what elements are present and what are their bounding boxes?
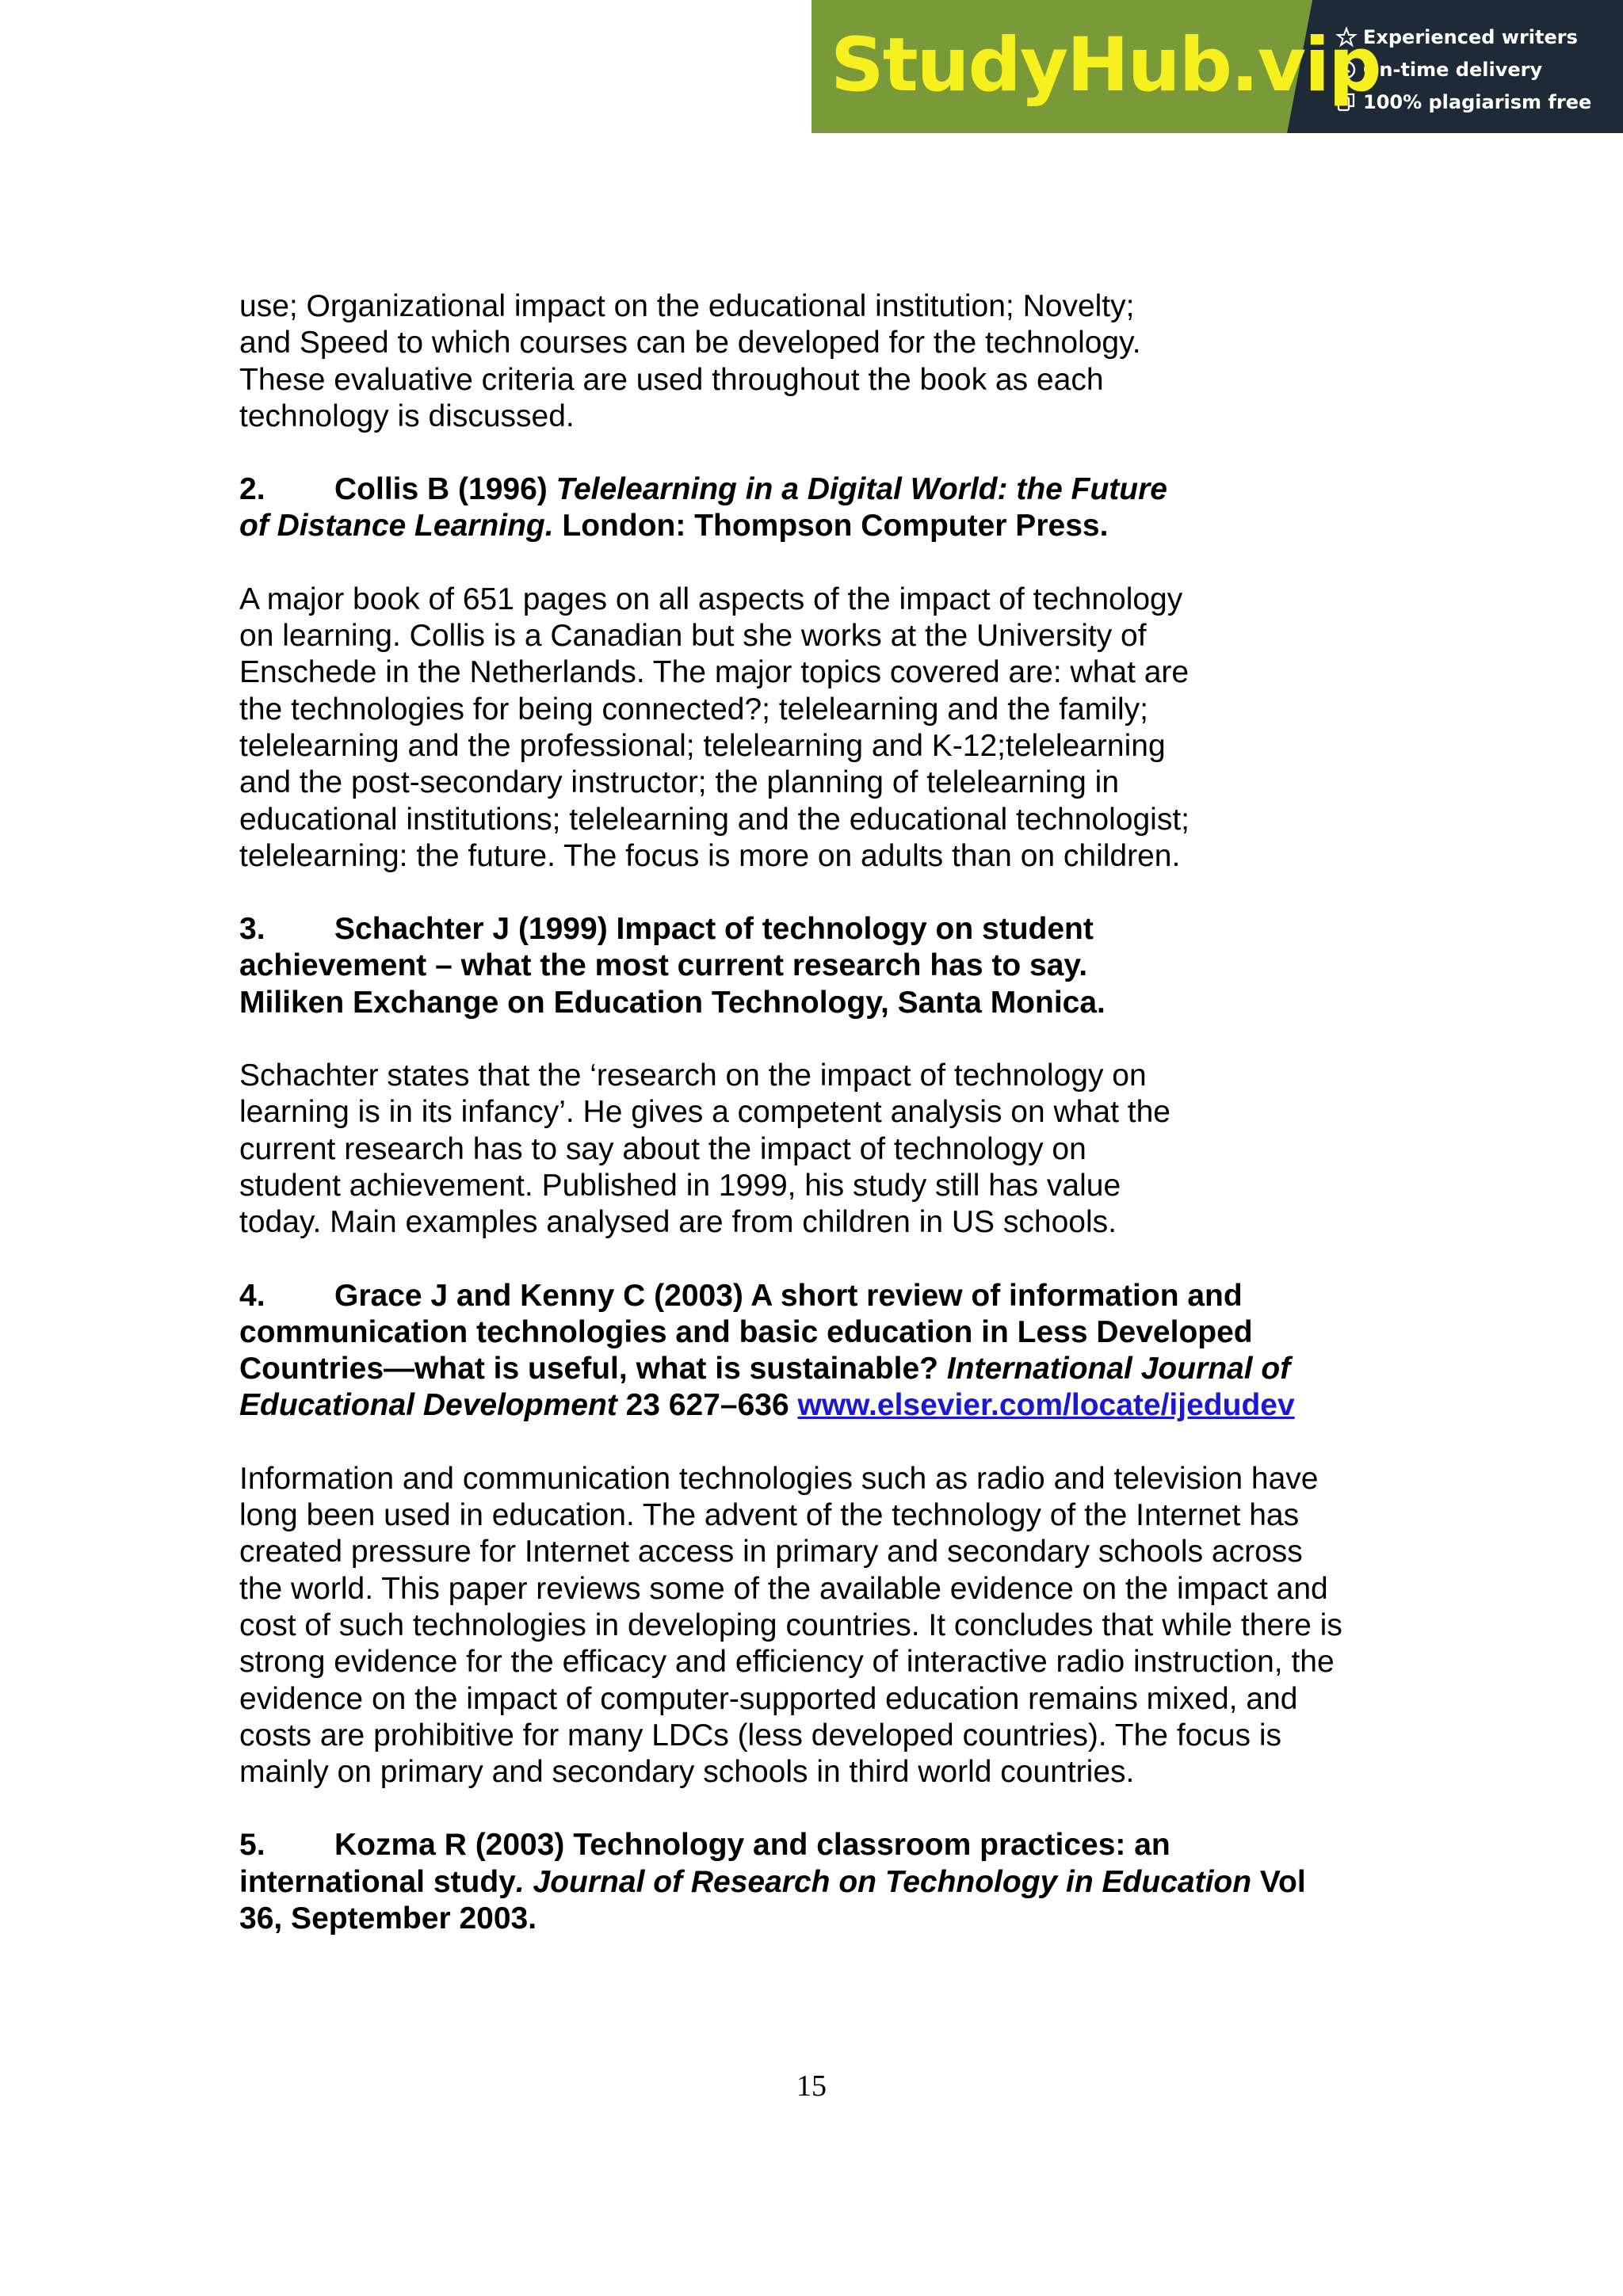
reference-4-summary bbox=[239, 1461, 1404, 1791]
logo-text: StudyHub.vip bbox=[831, 22, 1381, 109]
text-line: costs are prohibitive for many LDCs (less developed countries). The focus is bbox=[239, 1718, 1282, 1753]
reference-title: Grace J and Kenny C (2003) A short review of information and bbox=[334, 1278, 1243, 1313]
text-line: telelearning: the future. The focus is more on adults than on children. bbox=[239, 838, 1181, 873]
text-line: long been used in education. The advent of the technology of the Internet has bbox=[239, 1498, 1300, 1533]
reference-number: 3. bbox=[239, 912, 265, 947]
text-line: learning is in its infancy’. He gives a competent analysis on what the bbox=[239, 1095, 1170, 1130]
text-line: telelearning and the professional; telelearning and K-12;telelearning bbox=[239, 728, 1166, 763]
text-line: and Speed to which courses can be developed for the technology. bbox=[239, 326, 1141, 360]
reference-2-heading bbox=[239, 471, 1404, 545]
reference-journal: International Journal of bbox=[946, 1352, 1291, 1386]
reference-number: 5. bbox=[239, 1828, 265, 1863]
studyhub-banner[interactable] bbox=[812, 0, 1623, 133]
reference-journal: . Journal of Research on Technology in Education bbox=[515, 1864, 1252, 1899]
text-line: the technologies for being connected?; telelearning and the family; bbox=[239, 692, 1148, 727]
reference-title: Kozma R (2003) Technology and classroom practices: an bbox=[334, 1828, 1170, 1863]
reference-3-summary bbox=[239, 1058, 1404, 1241]
text-line: Enschede in the Netherlands. The major topics covered are: what are bbox=[239, 655, 1190, 690]
reference-volume: Vol bbox=[1251, 1864, 1306, 1899]
reference-number: 4. bbox=[239, 1278, 265, 1313]
text-line: the world. This paper reviews some of the available evidence on the impact and bbox=[239, 1571, 1328, 1606]
reference-title: Telelearning in a Digital World: the Future bbox=[556, 472, 1167, 507]
feature-label: Experienced writers bbox=[1363, 25, 1578, 48]
text-line: on learning. Collis is a Canadian but she works at the University of bbox=[239, 619, 1147, 654]
document-page bbox=[239, 288, 1404, 1937]
feature-label: 100% plagiarism free bbox=[1363, 90, 1592, 113]
text-line: created pressure for Internet access in primary and secondary schools across bbox=[239, 1535, 1303, 1569]
studyhub-logo[interactable] bbox=[812, 0, 1381, 133]
reference-title: Schachter J (1999) Impact of technology on student bbox=[334, 912, 1094, 947]
text-line: educational institutions; telelearning and the educational technologist; bbox=[239, 802, 1190, 837]
reference-3-heading bbox=[239, 911, 1404, 1021]
text-line: Information and communication technologies such as radio and television have bbox=[239, 1461, 1319, 1496]
reference-pages: 23 627–636 bbox=[617, 1388, 798, 1423]
reference-title-cont: achievement – what the most current research has to say. bbox=[239, 948, 1088, 983]
text-line: Schachter states that the ‘research on the impact of technology on bbox=[239, 1058, 1147, 1093]
reference-journal-cont: Educational Development bbox=[239, 1388, 617, 1423]
reference-publisher: London: Thompson Computer Press. bbox=[553, 509, 1109, 543]
text-line: and the post-secondary instructor; the planning of telelearning in bbox=[239, 765, 1120, 800]
reference-title-end: Countries—what is useful, what is sustainable? bbox=[239, 1352, 947, 1386]
reference-5-heading bbox=[239, 1827, 1404, 1937]
reference-date: 36, September 2003. bbox=[239, 1901, 537, 1936]
reference-number: 2. bbox=[239, 472, 265, 507]
reference-title-cont: international study bbox=[239, 1864, 516, 1899]
text-line: technology is discussed. bbox=[239, 399, 575, 433]
reference-title-cont: communication technologies and basic education in Less Developed bbox=[239, 1314, 1253, 1349]
text-line: cost of such technologies in developing countries. It concludes that while there is bbox=[239, 1608, 1342, 1642]
reference-title-cont: of Distance Learning. bbox=[239, 509, 554, 543]
text-line: today. Main examples analysed are from children in US schools. bbox=[239, 1205, 1117, 1240]
feature-label: On-time delivery bbox=[1363, 58, 1543, 81]
text-line: mainly on primary and secondary schools in third world countries. bbox=[239, 1755, 1135, 1790]
reference-2-summary bbox=[239, 582, 1404, 875]
reference-link[interactable]: www.elsevier.com/locate/ijedudev bbox=[797, 1388, 1295, 1423]
text-line: A major book of 651 pages on all aspects of the impact of technology bbox=[239, 582, 1183, 616]
reference-publisher: Miliken Exchange on Education Technology, Santa Monica. bbox=[239, 985, 1106, 1020]
text-line: student achievement. Published in 1999, his study still has value bbox=[239, 1168, 1121, 1203]
text-line: evidence on the impact of computer-supported education remains mixed, and bbox=[239, 1681, 1298, 1716]
reference-4-heading bbox=[239, 1278, 1404, 1425]
intro-paragraph bbox=[239, 288, 1404, 435]
text-line: use; Organizational impact on the educational institution; Novelty; bbox=[239, 289, 1135, 323]
reference-authors: Collis B (1996) bbox=[334, 472, 556, 507]
text-line: current research has to say about the impact of technology on bbox=[239, 1131, 1086, 1166]
text-line: These evaluative criteria are used throughout the book as each bbox=[239, 362, 1104, 397]
text-line: strong evidence for the efficacy and efficiency of interactive radio instruction, the bbox=[239, 1645, 1335, 1680]
page-number: 15 bbox=[796, 2069, 827, 2103]
